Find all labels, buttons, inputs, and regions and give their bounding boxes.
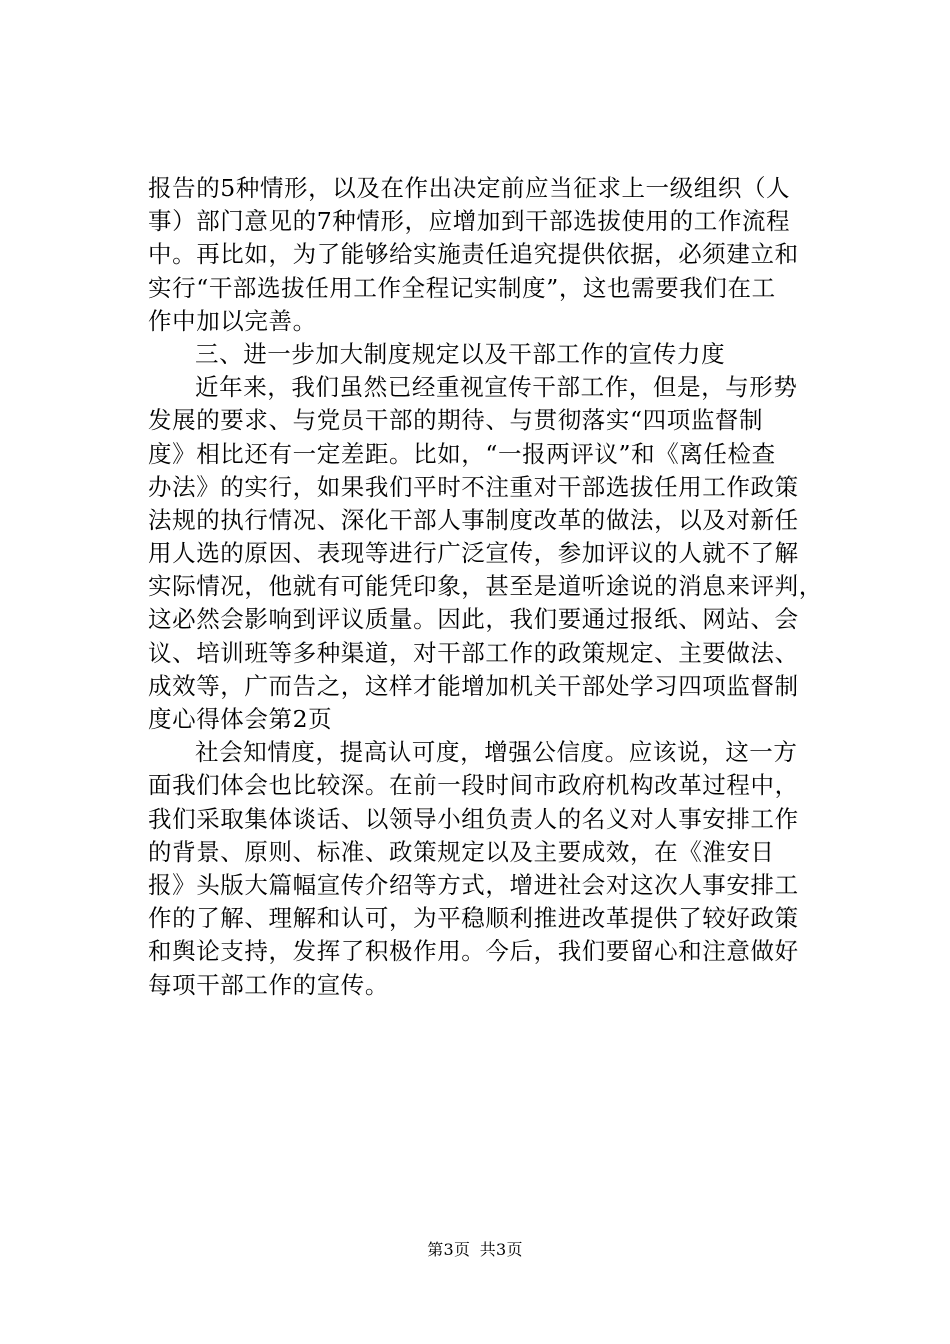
text-line: 实际情况，他就有可能凭印象，甚至是道听途说的消息来评判， [148,572,823,601]
text-line: 社会知情度，提高认可度，增强公信度。应该说，这一方 [195,738,798,767]
section-heading: 三、进一步加大制度规定以及干部工作的宣传力度 [195,339,726,368]
text-line: 报》头版大篇幅宣传介绍等方式，增进社会对这次人事安排工 [148,870,799,899]
text-line: 近年来，我们虽然已经重视宣传干部工作，但是，与形势 [195,373,798,402]
text-line: 和舆论支持，发挥了积极作用。今后，我们要留心和注意做好 [148,937,799,966]
text-line: 中。再比如，为了能够给实施责任追究提供依据，必须建立和 [148,240,799,269]
text-line: 作的了解、理解和认可，为平稳顺利推进改革提供了较好政策 [148,904,799,933]
page-number: 第3页 [427,1240,471,1259]
text-line: 用人选的原因、表现等进行广泛宣传，参加评议的人就不了解 [148,539,799,568]
text-line: 度心得体会第2页 [148,705,333,733]
document-body [148,172,828,1002]
text-line: 办法》的实行，如果我们平时不注重对干部选拔任用工作政策 [148,472,799,501]
text-line: 这必然会影响到评议质量。因此，我们要通过报纸、网站、会 [148,605,799,634]
text-line: 作中加以完善。 [148,306,317,335]
text-line: 面我们体会也比较深。在前一段时间市政府机构改革过程中， [148,771,799,800]
page-footer [0,1240,950,1260]
text-line: 实行“干部选拔任用工作全程记实制度”，这也需要我们在工 [148,273,776,302]
text-line: 发展的要求、与党员干部的期待、与贯彻落实“四项监督制 [148,406,764,435]
text-line: 成效等，广而告之，这样才能增加机关干部处学习四项监督制 [148,671,799,700]
text-line: 度》相比还有一定差距。比如，“一报两评议”和《离任检查 [148,439,776,468]
text-line: 每项干部工作的宣传。 [148,970,389,999]
text-line: 的背景、原则、标准、政策规定以及主要成效，在《淮安日 [148,837,775,866]
text-line: 报告的5种情形，以及在作出决定前应当征求上一级组织（人 [148,174,791,202]
text-line: 议、培训班等多种渠道，对干部工作的政策规定、主要做法、 [148,638,799,667]
text-line: 法规的执行情况、深化干部人事制度改革的做法，以及对新任 [148,505,799,534]
text-line: 我们采取集体谈话、以领导小组负责人的名义对人事安排工作 [148,804,799,833]
text-line: 事）部门意见的7种情形，应增加到干部选拔使用的工作流程 [148,207,791,236]
page-total: 共3页 [479,1240,523,1259]
